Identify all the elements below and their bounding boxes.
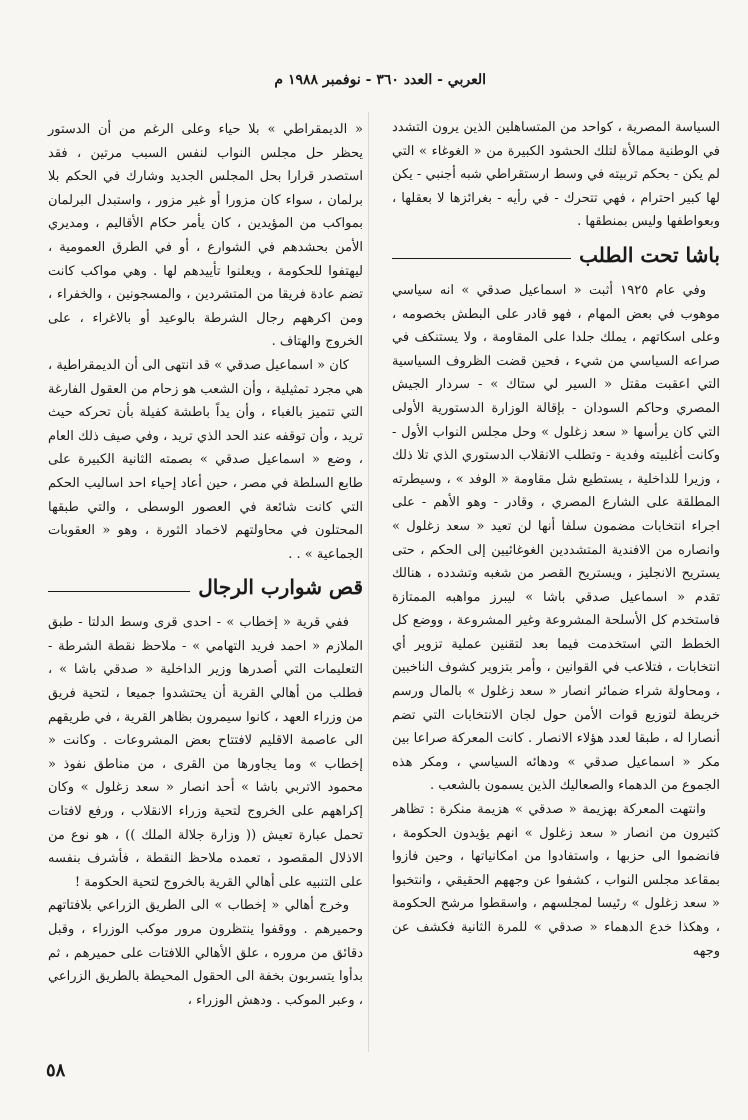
heading-rule: [48, 591, 190, 592]
heading-rule: [392, 258, 571, 259]
section-heading-text: باشا تحت الطلب: [579, 242, 720, 267]
page-number: ٥٨: [46, 1060, 66, 1081]
section-heading-mustaches: [48, 572, 363, 605]
column-divider: [368, 112, 369, 1052]
right-column: [392, 116, 720, 1060]
right-paragraph-2: وانتهت المعركة بهزيمة « صدقي » هزيمة منكرة : تظاهر كثيرون من انصار « سعد زغلول » انهم يؤيدون الحكومة ، فانضموا الى حزبها ، واستفادوا من امكانياتها ، وحين فازوا بمقاعد مجلس النواب ، كشفوا عن وجههم الحقيقي ، وانتخبوا « سعد زغلول » رئيسا لمجلسهم ، واسقطوا مرشح الحكومة ، وهكذا خدع الدهماء « صدقي » للمرة الثانية فكشف عن وجهه: [392, 802, 720, 959]
left-paragraph-2: كان « اسماعيل صدقي » قد انتهى الى أن الديمقراطية ، هي مجرد تمثيلية ، وأن الشعب هو زحام من العقول الفارغة التي تتميز بالغباء ، وأن يداً باطشة كفيلة بأن تحركه حيث تريد ، وأن توقفه عند الحد الذي تريد ، وفي صيف ذلك العام ، وضع « اسماعيل صدقي » بصمته الثانية الكبيرة على طابع السلطة في مصر ، حين أعاد إحياء احد اساليب الحكم التي كانت شائعة في العصور الوسطى ، والتي طبقها المحتلون في محاولتهم لاخماد الثورة ، وهو « العقوبات الجماعية » . .: [48, 357, 363, 562]
section-heading-pasha: [392, 240, 720, 273]
left-paragraph-4: وخرج أهالي « إخطاب » الى الطريق الزراعي بلافتاتهم وحميرهم . ووقفوا ينتظرون مرور موكب الوزراء ، وقبل دقائق من مروره ، علق الأهالي اللافتات على حميرهم ، ثم بدأوا يتسربون بخفة الى الحقول المحيطة بالطريق الزراعي ، وعبر الموكب . ودهش الوزراء ،: [48, 898, 363, 1008]
section-heading-text: قص شوارب الرجال: [198, 575, 363, 600]
left-column: [48, 118, 363, 1008]
running-header: العربي - العدد ٣٦٠ - نوفمبر ١٩٨٨ م: [274, 72, 486, 88]
left-paragraph-1: « الديمقراطي » بلا حياء وعلى الرغم من أن الدستور يحظر حل مجلس النواب لنفس السبب مرتين ، فقد استصدر قرارا بحل المجلس الجديد وشارك في الحكم بلا برلمان ، سواء كان مزورا أو غير مزور ، واستبدل البرلمان بمواكب من المؤيدين ، كان يأمر حكام الأقاليم ، ومديري الأمن بحشدهم في الشوارع ، أو في الطرق العمومية ، ليهتفوا للحكومة ، ويعلنوا تأييدهم لها . وهي مواكب كانت تضم عادة فريقا من المتشردين ، والمسجونين ، والخفراء ، ومن اكرههم رجال الشرطة بالوعيد أو بالاغراء ، على الخروج والهتاف .: [48, 122, 363, 350]
left-paragraph-3: ففي قرية « إخطاب » - احدى قرى وسط الدلتا - طبق الملازم « احمد فريد التهامي » - ملاحظ نقطة الشرطة - التعليمات التي أصدرها وزير الداخلية « صدقي باشا » ، فطلب من أهالي القرية أن يحتشدوا جميعا ، لتحية فريق من وزراء العهد ، كانوا سيمرون بظاهر القرية ، في طريقهم الى عاصمة الاقليم لافتتاح بعض المشروعات . وكانت « إخطاب » وما يجاورها من القرى ، من مناطق نفوذ « محمود الاتربي باشا » أحد انصار « سعد زغلول » وكان إكراههم على الخروج لتحية وزراء الانقلاب ، ورفع لافتات تحمل عبارة تعيش (( وزارة جلالة الملك )) ، هو نوع من الاذلال المقصود ، تعمده ملاحظ النقطة ، فأشرف بنفسه على التنبيه على أهالي القرية بالخروج لتحية الحكومة !: [48, 615, 363, 890]
right-paragraph-1: وفي عام ١٩٢٥ أثبت « اسماعيل صدقي » انه سياسي موهوب في بعض المهام ، فهو قادر على البطش بخصومه ، وعلى اسكاتهم ، يملك جلدا على المقاومة ، ولا يستنكف في صراعه السياسي من شيء ، فحين قضت الظروف السياسية التي اعقبت مقتل « السير لي ستاك » - سردار الجيش المصري وحاكم السودان - بإقالة الوزارة الدستورية الأولى التي كان يرأسها « سعد زغلول » وحل مجلس النواب الأول - وكانت أغلبيته وفدية - وتطلب الانقلاب الدستوري الذي تلا ذلك ، وزيرا للداخلية ، يستطيع شل مقاومة « الوفد » ، وسيطرته المطلقة على الشارع المصري ، وقادر - وهو الأهم - على اجراء انتخابات مضمون سلفا أنها لن تعيد « سعد زغلول » وانصاره من الافندية المتشددين الغوغائيين إلى الحكم ، حتى يستريح الانجليز ، ويستريح القصر من شغبه وتشدده ، هنالك تقدم « اسماعيل صدقي باشا » ليبرز مواهبه الممتازة فاستخدم كل الأسلحة المشروعة وغير المشروعة ، ووضع كل الخطط التي استخدمت فيما بعد لتقنين عملية تزوير أي انتخابات ، فتلاعب في القوانين ، وأمر بتزوير كشوف الناخبين ، ومحاولة شراء ضمائر انصار « سعد زغلول » بالمال ورسم خريطة لتوزيع قوات الأمن حول لجان الانتخابات التي تضم أنصارا له ، طبقا لعدد هؤلاء الانصار . كانت المعركة صراعا بين مكر « اسماعيل صدقي » ودهائه السياسي ، ومكر هذه الجموع من الدهماء والصعاليك الذين يسمون بالشعب .: [392, 282, 720, 794]
right-intro-paragraph: السياسة المصرية ، كواحد من المتساهلين الذين يرون التشدد في الوطنية ممالأة لتلك الحشود الكبيرة من « الغوغاء » التي لم يكن - بحكم تربيته في وسط ارستقراطي شبه أجنبي - يكن لها كبير احترام ، فهي تتحرك - في رأيه - بغرائزها لا بعقلها ، وبعواطفها وليس بمنطقها .: [392, 120, 720, 230]
